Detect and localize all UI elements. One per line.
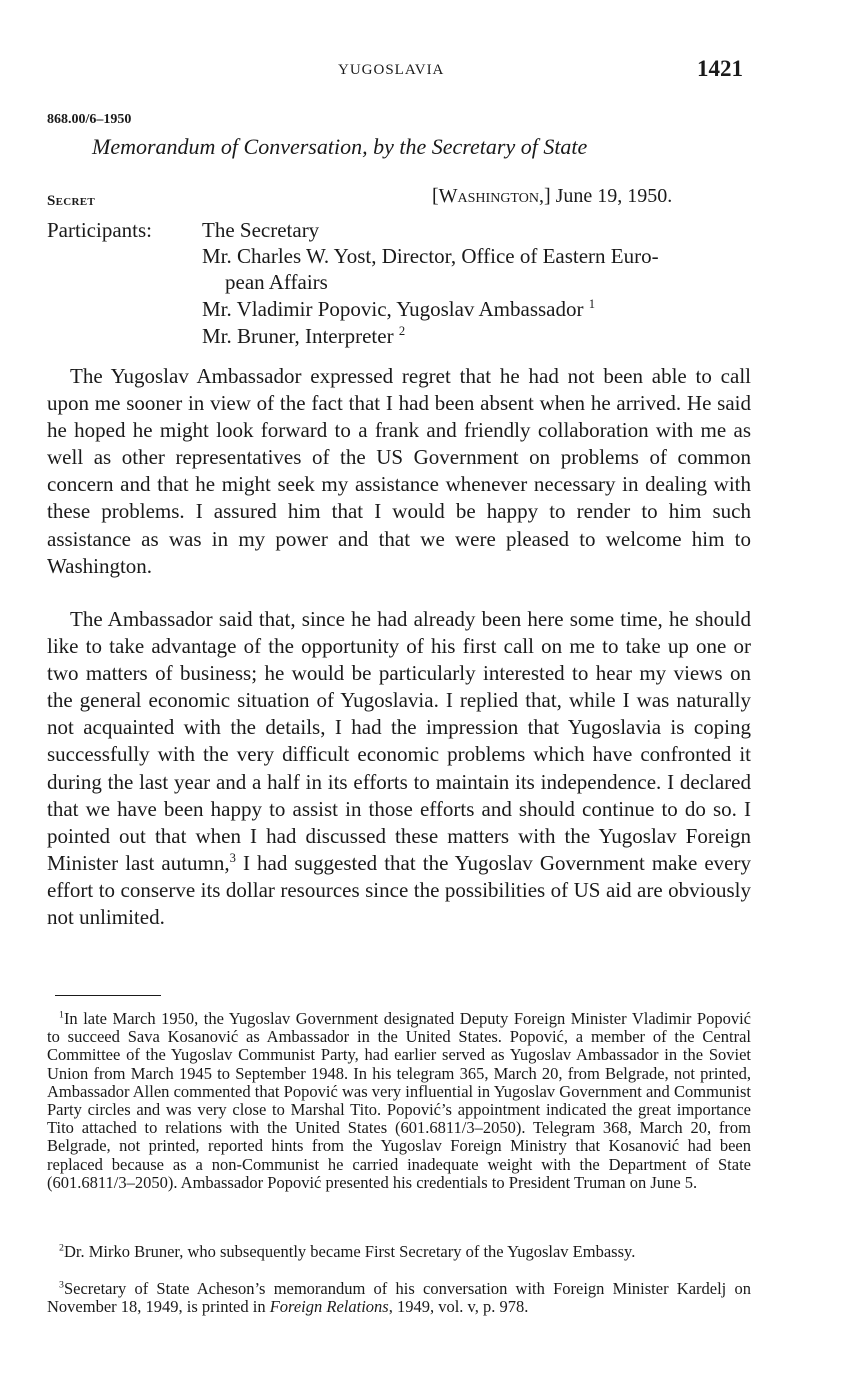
participant-name: Mr. Charles W. Yost, Director, Office of Eastern Euro- — [202, 244, 659, 268]
participant-yost-continued — [225, 270, 328, 295]
running-title: YUGOSLAVIA — [338, 62, 445, 78]
dateline-date: June 19, 1950. — [555, 185, 673, 207]
participant-name-continued: pean Affairs — [225, 270, 328, 294]
participant-name: The Secretary — [202, 218, 320, 242]
footnote-2 — [47, 1243, 751, 1261]
dateline — [432, 185, 672, 208]
participant-popovic — [202, 297, 595, 322]
footnote-marker: 1 — [59, 1009, 64, 1021]
footnote-marker: 3 — [59, 1279, 64, 1291]
footnote-ref[interactable]: 2 — [398, 324, 406, 338]
participant-bruner — [202, 324, 405, 349]
body-paragraph: The Yugoslav Ambassador expressed regret that he had not been able to call upon me sooner in view of the fact that I had been absent when he arrived. He said he hoped he might look forward to a frank and friendly collaboration with me as well as other representatives of the US Government on problems of common concern and that he might seek my assistance whenever necessary in dealing with these problems. I assured him that I would be happy to render to him such assistance as was in my power and that we were pleased to welcome him to Washington. — [47, 364, 751, 578]
publication-title: Foreign Relations — [269, 1297, 389, 1317]
footnote-ref[interactable]: 3 — [229, 850, 236, 865]
classification-label: Secret — [47, 193, 96, 209]
footnote-divider — [55, 995, 161, 996]
footnote-text: In late March 1950, the Yugoslav Government designated Deputy Foreign Minister Vladimir Popović to succeed Sava Kosanović as Ambassador in the United States. Popović, a member of the Central Committee of the Yugoslav Communist Party, had earlier served as Yugoslav Ambassador in the Soviet Union from March 1945 to September 1948. In his telegram 365, March 20, from Belgrade, not printed, Ambassador Allen commented that Popović was very influential in Yugoslav Government and Communist Party circles and was very close to Marshal Tito. Popović’s appointment indicated the great importance Tito attached to relations with the United States (601.6811/3–2050). Telegram 368, March 20, from Belgrade, not printed, reported hints from the Yugoslav Foreign Ministry that Kosanović had been replaced because as a non-Communist he carried inadequate weight with the Department of State (601.6811/3–2050). Ambassador Popović presented his credentials to President Truman on June 5. — [47, 1009, 751, 1192]
footnote-text: , 1949, vol. v, p. 978. — [388, 1297, 529, 1317]
footnote-1 — [47, 1010, 751, 1192]
footnote-ref[interactable]: 1 — [588, 297, 596, 311]
participant-name: Mr. Bruner, Interpreter — [202, 324, 394, 348]
memo-title: Memorandum of Conversation, by the Secretary of State — [92, 134, 588, 159]
footnote-marker: 2 — [59, 1242, 64, 1254]
participant-secretary — [202, 218, 319, 243]
footnote-3 — [47, 1280, 751, 1316]
page-number: 1421 — [697, 56, 743, 81]
paragraph-text: The Ambassador said that, since he had already been here some time, he should like to take advantage of the opportunity of his first call on me to take up one or two matters of business; he would be particularly interested to hear my views on the general economic situation of Yugoslavia. I replied that, while I was naturally not acquainted with the details, I had the impression that Yugoslavia is coping successfully with the very difficult economic problems which have confronted it during the last year and a half in its efforts to maintain its independence. I declared that we have been happy to assist in those efforts and should continue to do so. I pointed out that when I had discussed these matters with the Yugoslav Foreign Minister last autumn, — [47, 607, 751, 875]
footnote-text: Secretary of State Acheson’s memorandum of his conversation with Foreign Minister Kardelj on November 18, 1949, is printed in — [47, 1279, 751, 1317]
paragraph-text: I had suggested that the Yugoslav Government make every effort to conserve its dollar resources since the possibilities of US aid are obviously not unlimited. — [47, 850, 751, 930]
participants-label: Participants: — [47, 218, 152, 242]
footnote-text: Dr. Mirko Bruner, who subsequently became First Secretary of the Yugoslav Embassy. — [63, 1242, 636, 1261]
file-number: 868.00/6–1950 — [47, 112, 132, 127]
participant-name: Mr. Vladimir Popovic, Yugoslav Ambassador — [202, 297, 584, 321]
body-paragraph — [47, 606, 751, 931]
participant-yost — [202, 244, 659, 269]
dateline-place: [Washington,] — [432, 185, 551, 207]
